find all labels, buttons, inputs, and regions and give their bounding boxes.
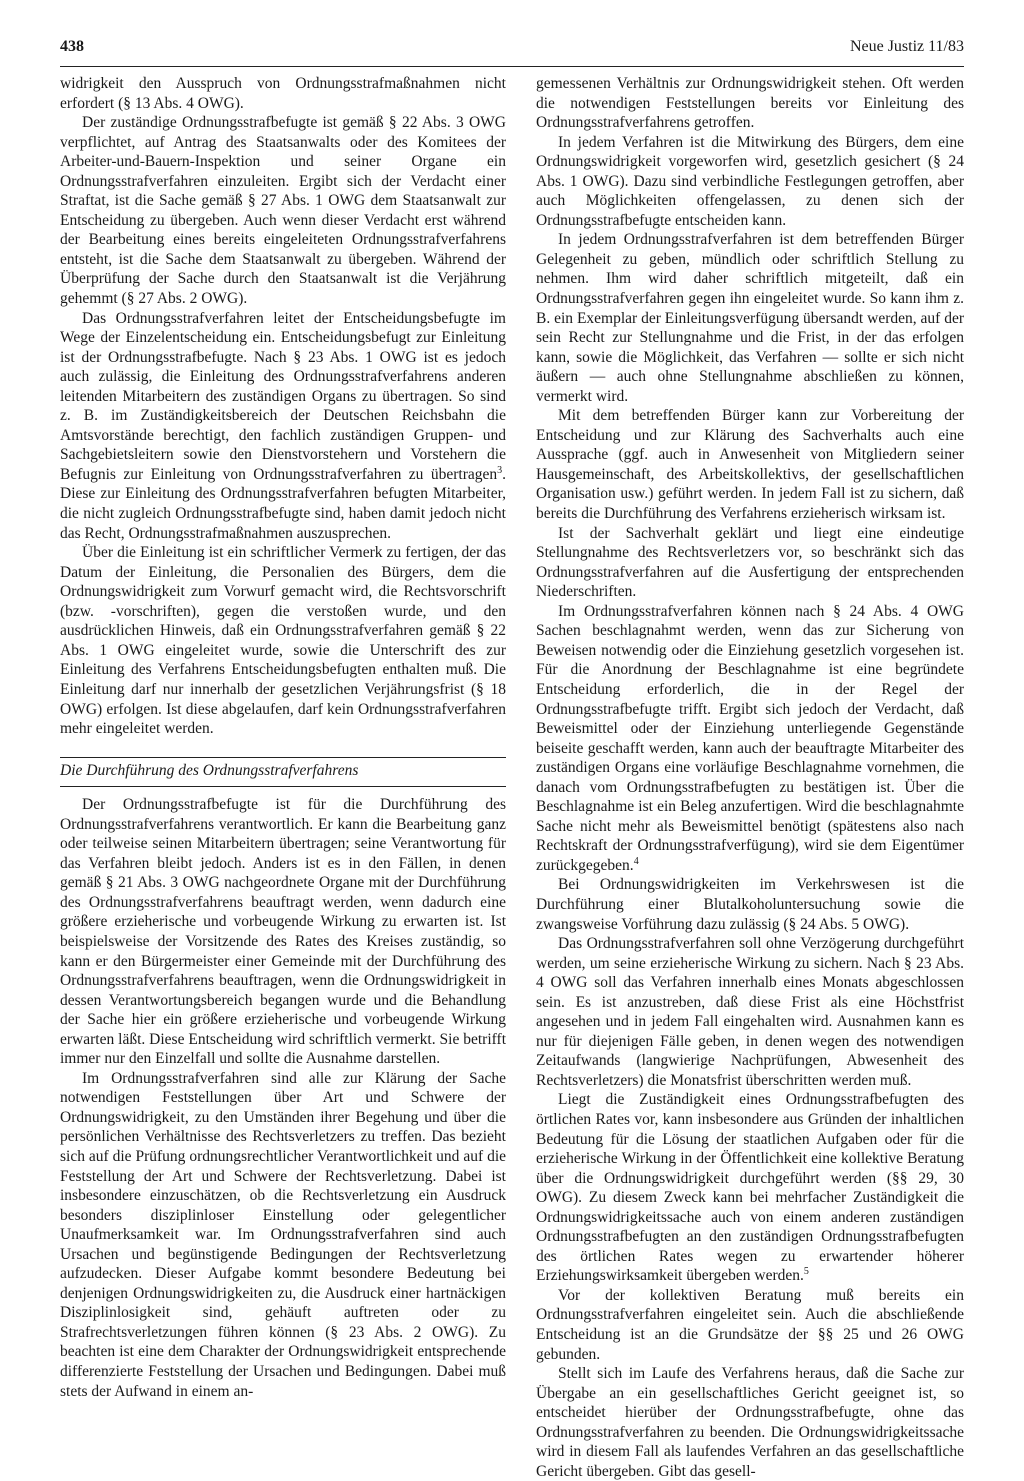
paragraph: Bei Ordnungswidrigkeiten im Verkehrswesen ist die Durchführung einer Blutalkoholuntersuchung sowie die zwangsweise Vorführung dazu zulässig (§ 24 Abs. 5 OWG). — [536, 876, 964, 933]
footnote-ref: 5 — [803, 1266, 809, 1278]
paragraph: Der Ordnungsstrafbefugte ist für die Durchführung des Ordnungsstrafverfahrens verantwortlich. Er kann die Bearbeitung ganz oder teilweise seinen Mitarbeitern übertragen; seine Verantwortung für das Verfahren bleibt jedoch. Anders ist es in den Fällen, in denen gemäß § 21 Abs. 3 OWG nachgeordnete Organe mit der Durchführung des Ordnungsstrafverfahrens beauftragt werden, wenn dadurch eine größere erzieherische und vorbeugende Wirkung zu erwarten ist. Ist beispielsweise der Vorsitzende des Rates des Kreises zuständig, so kann er den Bürgermeister einer Gemeinde mit der Durchführung des Ordnungsstrafverfahrens beauftragen, wenn die Ordnungswidrigkeit in dessen Verantwortungsbereich begangen wurde und die Behandlung der Sache hier ein größere erzieherische und vorbeugende Wirkung erwarten läßt. Diese Entscheidung wird schriftlich vermerkt. Sie betrifft immer nur den Einzelfall und sollte die Ausnahme darstellen. — [60, 796, 506, 1068]
left-column — [60, 74, 506, 1401]
paragraph: Über die Einleitung ist ein schriftlicher Vermerk zu fertigen, der das Datum der Einleitung, die Personalien des Bürgers, dem die Ordnungswidrigkeit zum Vorwurf gemacht wird, die Rechtsvorschrift (bzw. -vorschriften), gegen die verstoßen wurde, und den ausdrücklichen Hinweis, daß ein Ordnungsstrafverfahren gemäß § 22 Abs. 1 OWG eingeleitet wurde, sowie die Unterschrift des zur Einleitung des Verfahrens Entscheidungsbefugten enthalten muß. Die Einleitung darf nur innerhalb der gesetzlichen Verjährungsfrist (§ 18 OWG) erfolgen. Ist diese abgelaufen, darf kein Ordnungsstrafverfahren mehr eingeleitet werden. — [60, 544, 506, 738]
paragraph: widrigkeit den Ausspruch von Ordnungsstrafmaßnahmen nicht erfordert (§ 13 Abs. 4 OWG). — [60, 75, 506, 112]
paragraph: Ist der Sachverhalt geklärt und liegt eine eindeutige Stellungnahme des Rechtsverletzers vor, so beschränkt sich das Ordnungsstrafverfahren auf die Ausfertigung der entsprechenden Niederschriften. — [536, 524, 964, 601]
paragraph: In jedem Verfahren ist die Mitwirkung des Bürgers, dem eine Ordnungswidrigkeit vorgeworfen wird, gesetzlich gesichert (§ 24 Abs. 1 OWG). Dazu sind verbindliche Festlegungen getroffen, aber auch Möglichkeiten offengelassen, zu denen sich der Ordnungsstrafbefugte entscheiden kann. — [536, 133, 964, 229]
paragraph: gemessenen Verhältnis zur Ordnungswidrigkeit stehen. Oft werden die notwendigen Feststellungen bereits vor Einleitung des Ordnungsstrafverfahrens getroffen. — [536, 75, 964, 132]
paragraph-text: . Diese zur Einleitung des Ordnungsstrafverfahren befugten Mitarbeiter, die nicht zugleich Ordnungsstrafbefugte sind, haben damit jedoch nicht das Recht, Ordnungsstrafmaßnahmen auszusprechen. — [60, 465, 506, 542]
footnote-ref: 3 — [497, 464, 503, 476]
footnote-ref: 4 — [633, 855, 639, 867]
page-header — [60, 38, 964, 64]
journal-issue: Neue Justiz 11/83 — [849, 38, 964, 55]
section-heading: Die Durchführung des Ordnungsstrafverfahrens — [60, 757, 506, 788]
header-rule — [60, 66, 964, 67]
paragraph-text: Das Ordnungsstrafverfahren leitet der Entscheidungsbefugte im Wege der Einzelentscheidung ein. Entscheidungsbefugt zur Einleitung ist der Ordnungsstrafbefugte. Nach § 23 Abs. 1 OWG ist es jedoch auch zulässig, die Einleitung des Ordnungsstrafverfahrens anderen leitenden Mitarbeitern des zuständigen Organs zu übertragen. So sind z. B. im Zuständigkeitsbereich der Deutschen Reichsbahn die Amtsvorstände berechtigt, den fachlich zuständigen Gruppen- und Sachgebietsleitern sowie den Dienstvorstehern und Vorstehern die Befugnis zur Einleitung von Ordnungsstrafverfahren zu übertragen — [60, 309, 506, 483]
paragraph: Das Ordnungsstrafverfahren soll ohne Verzögerung durchgeführt werden, um seine erzieherische Wirkung zu sichern. Nach § 23 Abs. 4 OWG soll das Verfahren innerhalb eines Monats abgeschlossen sein. Es ist anzustreben, daß diese Frist als eine Höchstfrist angesehen und in jedem Fall eingehalten wird. Ausnahmen kann es nur für diejenigen Fälle geben, in denen wegen des notwendigen Zeitaufwands (langwierige Nachprüfungen, Abwesenheit des Rechtsverletzers) die Monatsfrist überschritten werden muß. — [536, 935, 964, 1089]
paragraph: In jedem Ordnungsstrafverfahren ist dem betreffenden Bürger Gelegenheit zu geben, mündlich oder schriftlich Stellung zu nehmen. Ihm wird daher schriftlich mitgeteilt, daß ein Ordnungsstrafverfahren gegen ihn eingeleitet wurde. So kann ihm z. B. ein Exemplar der Einleitungsverfügung übersandt werden, auf der sein Recht zur Stellungnahme und die Frist, in der das erfolgen kann, sowie die Möglichkeit, das Verfahren — sollte er sich nicht äußern — auch ohne Stellungnahme abschließen zu können, vermerkt wird. — [536, 231, 964, 405]
paragraph: Der zuständige Ordnungsstrafbefugte ist gemäß § 22 Abs. 3 OWG verpflichtet, auf Antrag des Staatsanwalts oder des Komitees der Arbeiter-und-Bauern-Inspektion und seiner Organe ein Ordnungsstrafverfahren einzuleiten. Ergibt sich der Verdacht einer Straftat, ist die Sache gemäß § 27 Abs. 1 OWG dem Staatsanwalt zur Entscheidung zu übergeben. Auch wenn dieser Verdacht erst während der Bearbeitung eines bereits eingeleiteten Ordnungsstrafverfahrens entsteht, ist die Sache dem Staatsanwalt zu übergeben. Während der Überprüfung der Sache durch den Staatsanwalt ist die Verjährung gehemmt (§ 27 Abs. 2 OWG). — [60, 114, 506, 308]
paragraph: Im Ordnungsstrafverfahren sind alle zur Klärung der Sache notwendigen Feststellungen über Art und Schwere der Ordnungswidrigkeit, zu den Umständen ihrer Begehung und über die persönlichen Verhältnisse des Rechtsverletzers zu treffen. Das bezieht sich auf die Prüfung ordnungsrechtlicher Verantwortlichkeit und auf die Feststellung der Art und Schwere der Rechtsverletzung. Dabei ist insbesondere einzuschätzen, ob die Rechtsverletzung ein Ausdruck besonders disziplinloser Einstellung oder gelegentlicher Unaufmerksamkeit war. Im Ordnungsstrafverfahren sind auch Ursachen und begünstigende Bedingungen der Rechtsverletzung aufzudecken. Dieser Aufgabe kommt besondere Bedeutung bei denjenigen Ordnungswidrigkeiten zu, die Ausdruck einer hartnäckigen Disziplinlosigkeit sind, gehäuft auftreten oder zu Strafrechtsverletzungen führen können (§ 23 Abs. 2 OWG). Zu beachten ist eine dem Charakter der Ordnungswidrigkeit entsprechende differenzierte Feststellung der Ursachen und Bedingungen. Dabei muß stets der Aufwand in einem an- — [60, 1069, 506, 1400]
right-column — [536, 74, 964, 1481]
page-number: 438 — [60, 38, 84, 55]
paragraph: Stellt sich im Laufe des Verfahrens heraus, daß die Sache zur Übergabe an ein gesellschaftliches Gericht geeignet ist, so entscheidet hierüber der Ordnungsstrafbefugte, ohne das Ordnungsstrafverfahren zu beenden. Die Ordnungswidrigkeitssache wird in diesem Fall als laufendes Verfahren an das gesellschaftliche Gericht übergeben. Gibt das gesell- — [536, 1365, 964, 1480]
paragraph — [60, 309, 506, 544]
paragraph — [536, 602, 964, 876]
paragraph: Vor der kollektiven Beratung muß bereits ein Ordnungsstrafverfahren eingeleitet sein. Auch die abschließende Entscheidung ist an die Grundsätze der §§ 25 und 26 OWG gebunden. — [536, 1286, 964, 1363]
paragraph-text: Liegt die Zuständigkeit eines Ordnungsstrafbefugten des örtlichen Rates vor, kann insbesondere aus Gründen der inhaltlichen Bedeutung für die Lösung der staatlichen Aufgaben oder für die erzieherische Wirkung in der Öffentlichkeit eine kollektive Beratung über die Ordnungswidrigkeit durchgeführt werden (§§ 29, 30 OWG). Zu diesem Zweck kann bei mehrfacher Zuständigkeit die Ordnungswidrigkeitssache auch von einem anderen zuständigen Ordnungsstrafbefugten an den zuständigen Ordnungsstrafbefugten des örtlichen Rates wegen zu erwartender höherer Erziehungswirksamkeit übergeben werden. — [536, 1091, 964, 1285]
paragraph-text: Im Ordnungsstrafverfahren können nach § 24 Abs. 4 OWG Sachen beschlagnahmt werden, wenn das zur Sicherung von Beweisen notwendig oder die Einziehung gesetzlich vorgesehen ist. Für die Anordnung der Beschlagnahme ist eine begründete Entscheidung erforderlich, die in der Regel der Ordnungsstrafbefugte trifft. Ergibt sich jedoch der Verdacht, daß Beweismittel oder der Einziehung unterliegende Gegenstände beiseite geschafft werden, kann auch der beauftragte Mitarbeiter des zuständigen Organs eine vorläufige Beschlagnahme vornehmen, die danach vom Ordnungsstrafbefugten zu bestätigen ist. Über die Beschlagnahme ist ein Beleg anzufertigen. Wird die beschlagnahmte Sache nicht mehr als Beweismittel benötigt (spätestens also nach Rechtskraft der Ordnungsstrafverfügung), wird sie dem Eigentümer zurückgegeben. — [536, 602, 964, 874]
paragraph — [536, 1090, 964, 1285]
paragraph: Mit dem betreffenden Bürger kann zur Vorbereitung der Entscheidung und zur Klärung des Sachverhalts auch eine Aussprache (ggf. auch in Anwesenheit von Mitgliedern seiner Hausgemeinschaft, des Arbeitskollektivs, der gesellschaftlichen Organisation usw.) geführt werden. In jedem Fall ist zu sichern, daß bereits die Durchführung des Verfahrens erzieherisch wirksam ist. — [536, 407, 964, 523]
